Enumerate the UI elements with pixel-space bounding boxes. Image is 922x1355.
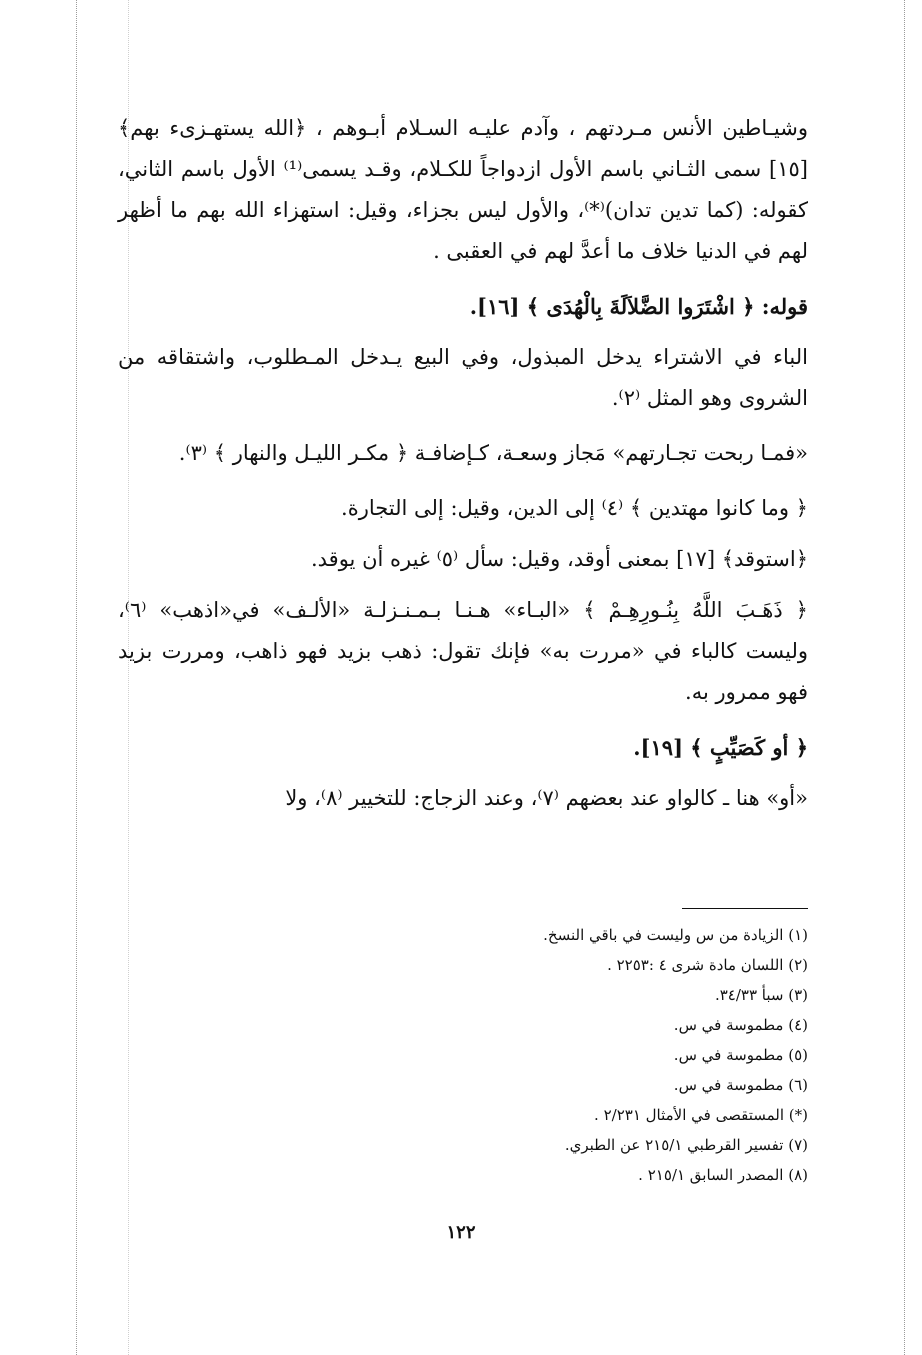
page-number: ١٢٢ <box>446 1222 476 1243</box>
scan-dotted-margin-left <box>76 0 77 1355</box>
paragraph-8: ﴿ أو كَصَيِّبٍ ﴾ [١٩]. <box>633 735 808 760</box>
paragraph-1: وشيـاطين الأنس مـردتهم ، وآدم عليـه السـلام أبـوهم ، ﴿الله يستهـزىء بهم﴾ [١٥] سمى الثـاني باسم الأول ازدواجاً للكـلام، وقـد يسمى⁽¹⁾ الأول باسم الثاني، كقوله: (كما تدين تدان)⁽*⁾، والأول ليس بجزاء، وقيل: استهزاء الله بهم ما أظهر لهم في الدنيا خلاف ما أعدَّ لهم في العقبى . <box>118 116 808 263</box>
paragraph-6: ﴿استوقد﴾ [١٧] بمعنى أوقد، وقيل: سأل ⁽٥⁾ غيره أن يوقد. <box>310 547 808 571</box>
paragraph-3: الباء في الاشتراء يدخل المبذول، وفي البيع يـدخل المـطلوب، واشتقاقه من الشروى وهو المثل ⁽٢⁾. <box>118 345 808 410</box>
footnote-1: (١) الزيادة من س وليست في باقي النسخ. <box>543 926 808 944</box>
footnote-divider <box>682 908 808 909</box>
paragraph-5: ﴿ وما كانوا مهتدين ﴾ ⁽٤⁾ إلى الدين، وقيل: إلى التجارة. <box>341 496 808 520</box>
paragraph-9: «أو» هنا ـ كالواو عند بعضهم ⁽٧⁾، وعند الزجاج: للتخيير ⁽٨⁾، ولا <box>285 786 808 810</box>
footnote-6: (٦) مطموسة في س. <box>673 1076 808 1094</box>
scan-dotted-margin-right <box>904 0 905 1355</box>
footnote-7: (٧) تفسير القرطبي ٢١٥/١ عن الطبري. <box>564 1136 808 1154</box>
footnote-3: (٣) سبأ ٣٤/٣٣. <box>714 986 808 1004</box>
footnotes <box>400 920 808 1190</box>
footnote-4: (٤) مطموسة في س. <box>673 1016 808 1034</box>
footnote-2: (٢) اللسان مادة شرى ٤ :٢٢٥٣ . <box>607 956 808 974</box>
paragraph-7: ﴿ ذَهَـبَ اللَّهُ بِنُـورِهِـمْ ﴾ «البـاء» هـنـا بـمـنـزلـة «الألـف» في«اذهب» ⁽٦⁾، وليست كالباء في «مررت به» فإنك تقول: ذهب بزيد فهو ذاهب، ومررت بزيد فهو ممرور به. <box>118 598 808 704</box>
main-text <box>118 108 808 833</box>
paragraph-4: «فمـا ربحت تجـارتهم» مَجاز وسعـة، كـإضافـة ﴿ مكـر الليـل والنهار ﴾ ⁽٣⁾. <box>178 441 808 465</box>
footnote-8: (٨) المصدر السابق ٢١٥/١ . <box>638 1166 808 1184</box>
footnote-star: (*) المستقصى في الأمثال ٢/٢٣١ . <box>594 1106 808 1124</box>
paragraph-2: قوله: ﴿ اشْتَرَوا الضَّلاَلَةَ بِالْهُدَى ﴾ [١٦]. <box>469 294 808 319</box>
footnote-5: (٥) مطموسة في س. <box>673 1046 808 1064</box>
